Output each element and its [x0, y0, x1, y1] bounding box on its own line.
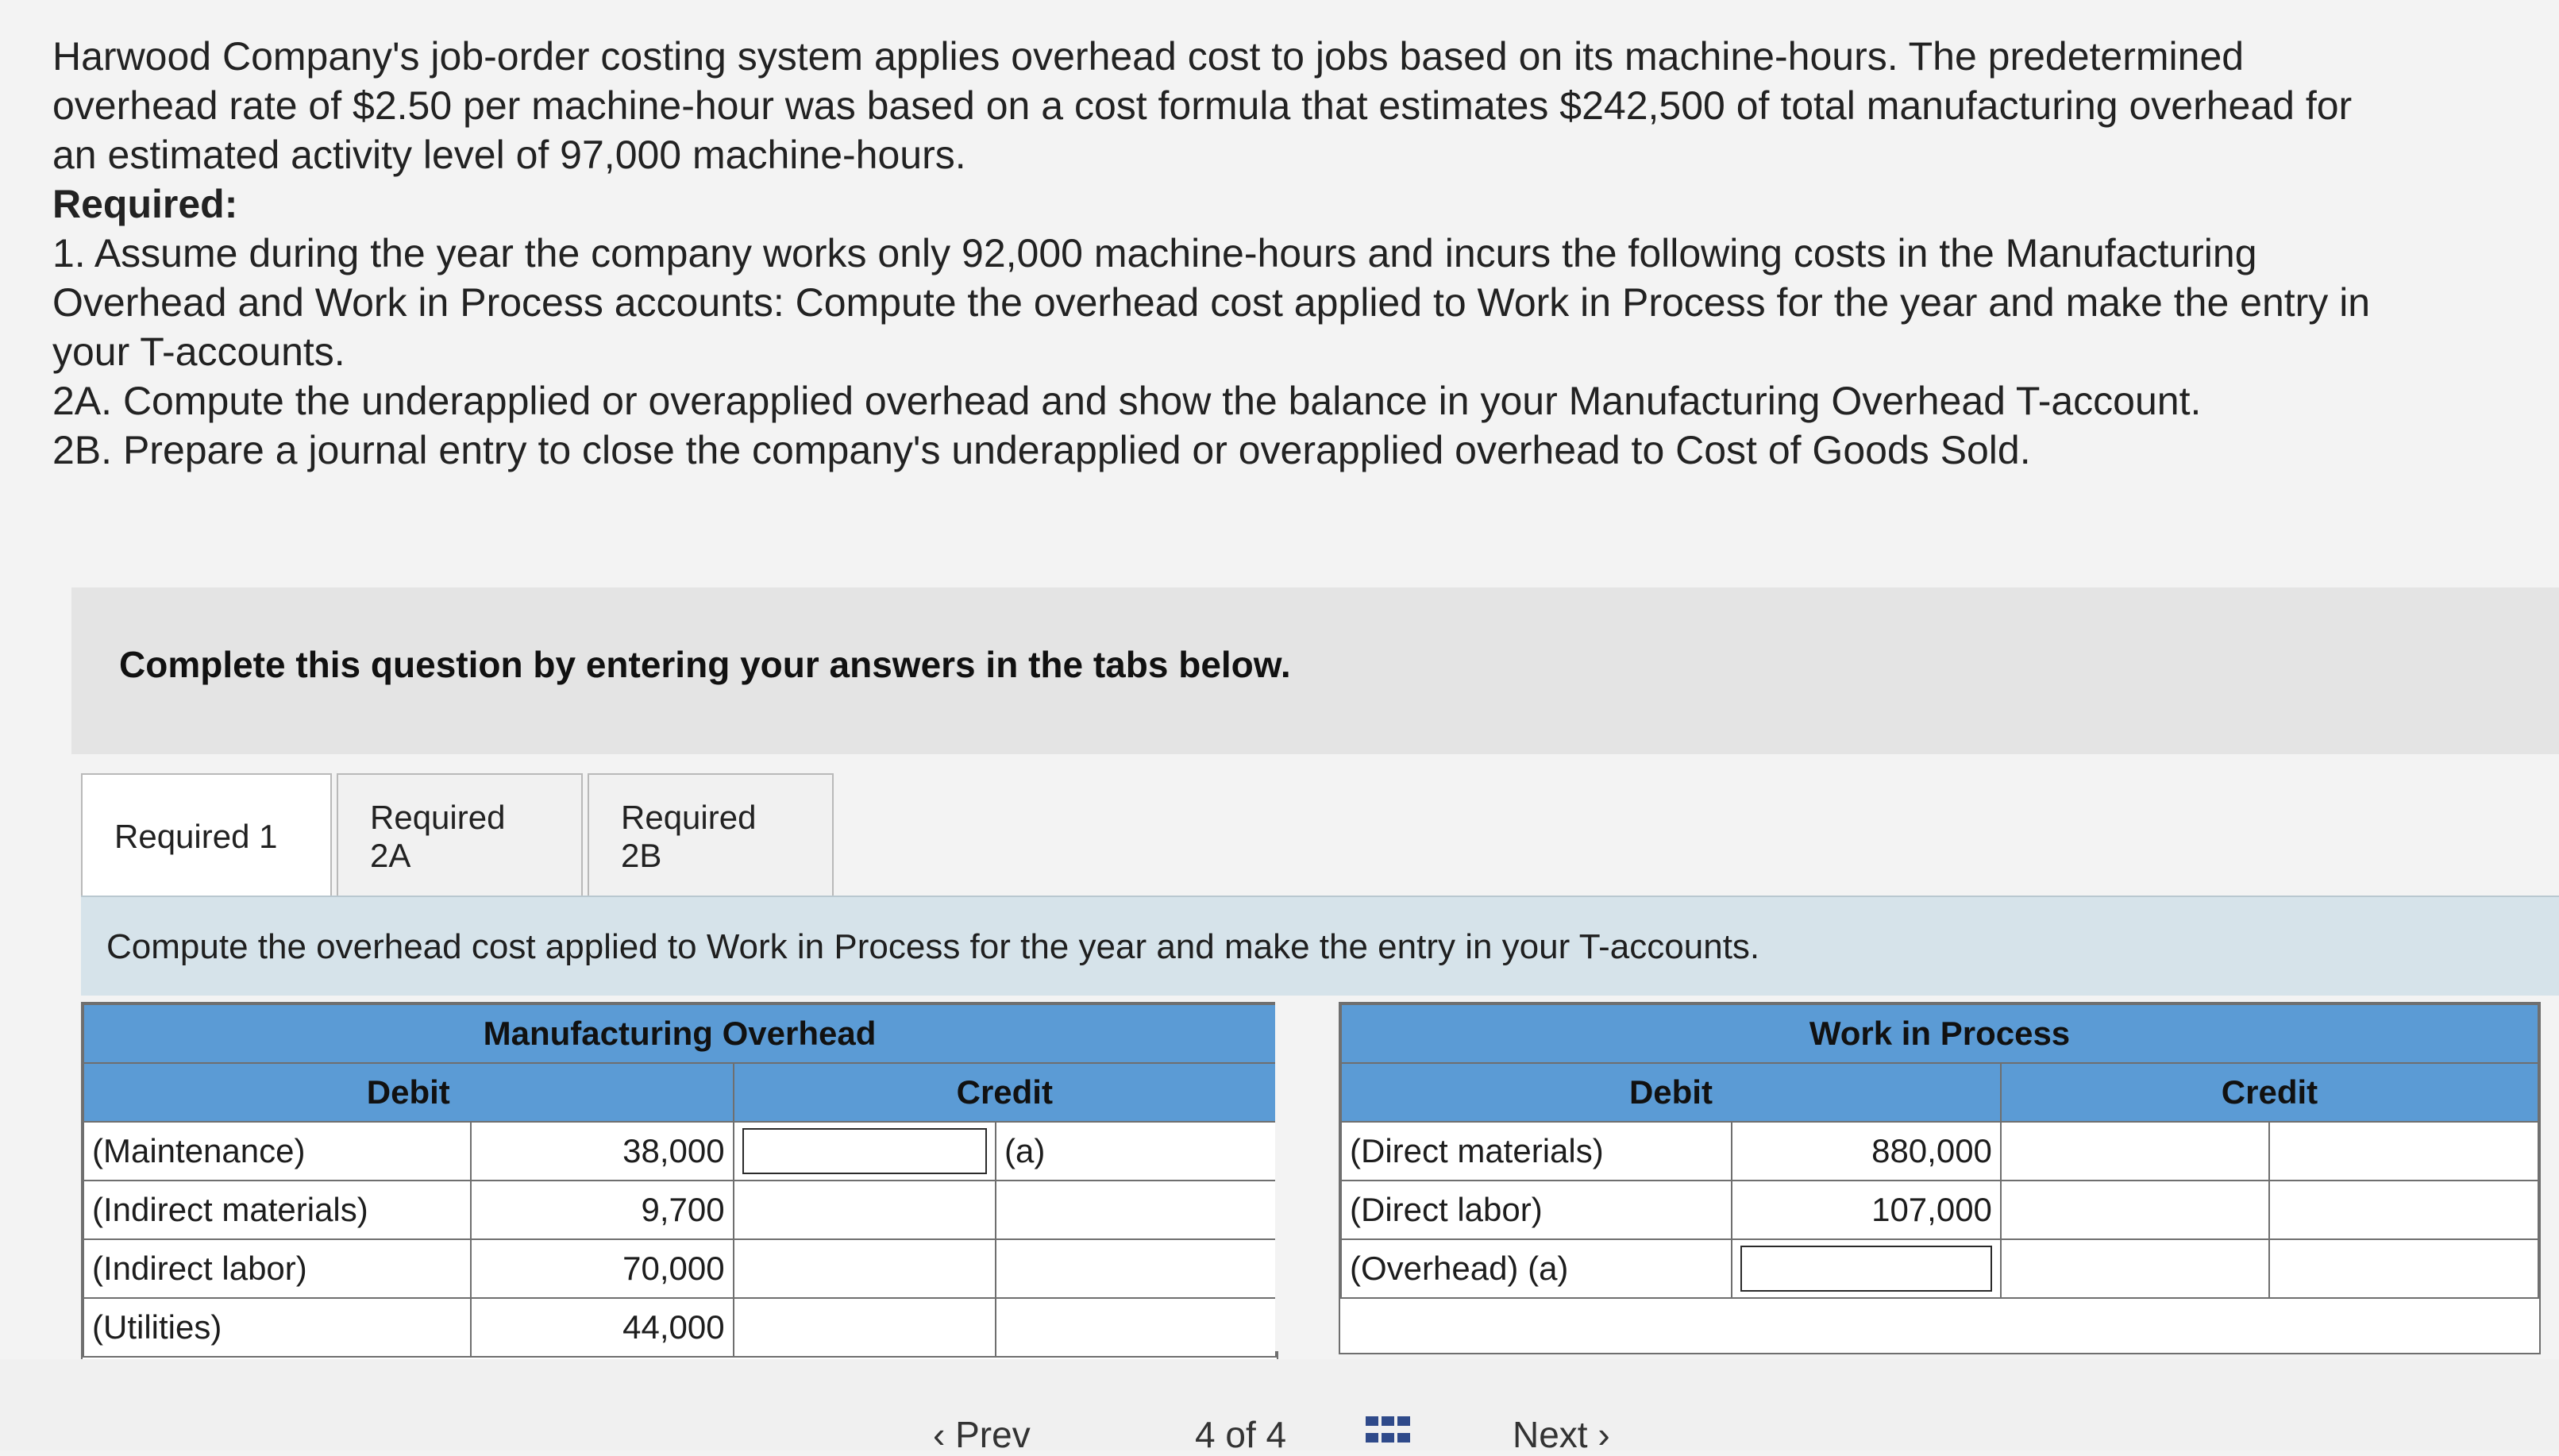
- credit-amount-cell: [734, 1298, 996, 1357]
- problem-statement: [52, 32, 2546, 475]
- credit-label: [996, 1239, 1276, 1298]
- instruction-panel: [71, 587, 2559, 754]
- debit-header: Debit: [1341, 1063, 2001, 1122]
- credit-label-cell: [2269, 1239, 2538, 1298]
- required-line: 2A. Compute the underapplied or overapplied overhead and show the balance in your Manufacturing Overhead T-account.: [52, 379, 2202, 423]
- instruction-text: Complete this question by entering your answers in the tabs below.: [119, 644, 1291, 685]
- required-line: 1. Assume during the year the company works only 92,000 machine-hours and incurs the following costs in the Manufacturing: [52, 231, 2257, 275]
- chevron-left-icon: ‹: [933, 1414, 956, 1455]
- credit-label: [996, 1181, 1276, 1239]
- required-line: your T-accounts.: [52, 329, 345, 374]
- credit-amount-cell: [2001, 1239, 2270, 1298]
- table-row: [83, 1298, 1276, 1357]
- next-button[interactable]: [1513, 1413, 1610, 1456]
- credit-label: [996, 1298, 1276, 1357]
- overhead-applied-input-cell[interactable]: [1732, 1239, 2001, 1298]
- t-account-title: Manufacturing Overhead: [83, 1004, 1276, 1063]
- debit-label: (Direct labor): [1341, 1181, 1732, 1239]
- table-row: [1341, 1239, 2538, 1298]
- next-label: Next: [1513, 1414, 1588, 1455]
- table-row: [1341, 1122, 2538, 1181]
- overhead-applied-input[interactable]: [1740, 1246, 1992, 1292]
- current-page: 4: [1195, 1414, 1216, 1455]
- required-title: Required:: [52, 182, 238, 226]
- debit-label: (Indirect labor): [83, 1239, 471, 1298]
- credit-amount-cell: [734, 1239, 996, 1298]
- problem-line: overhead rate of $2.50 per machine-hour was based on a cost formula that estimates $242,500 of total manufacturing overhead for: [52, 83, 2353, 128]
- debit-amount: 70,000: [471, 1239, 733, 1298]
- debit-amount: 107,000: [1732, 1181, 2001, 1239]
- required-line: 2B. Prepare a journal entry to close the company's underapplied or overapplied overhead to Cost of Goods Sold.: [52, 428, 2031, 472]
- debit-label: (Direct materials): [1341, 1122, 1732, 1181]
- credit-amount-cell: [2001, 1122, 2270, 1181]
- credit-amount-cell: [2001, 1181, 2270, 1239]
- debit-amount: 44,000: [471, 1298, 733, 1357]
- debit-label: (Maintenance): [83, 1122, 471, 1181]
- manufacturing-overhead-t-account: [81, 1002, 1278, 1402]
- debit-header: Debit: [83, 1063, 734, 1122]
- table-row: [83, 1181, 1276, 1239]
- table-row: [83, 1122, 1276, 1181]
- problem-line: Harwood Company's job-order costing system applies overhead cost to jobs based on its machine-hours. The predetermined: [52, 34, 2245, 79]
- prompt-text: Compute the overhead cost applied to Work in Process for the year and make the entry in your T-accounts.: [106, 927, 1760, 966]
- debit-amount: 38,000: [471, 1122, 733, 1181]
- total-pages: 4: [1266, 1414, 1287, 1455]
- tab-required-2b[interactable]: Required 2B: [588, 773, 834, 899]
- required-line: Overhead and Work in Process accounts: Compute the overhead cost applied to Work in Process for the year and make the entry in: [52, 280, 2371, 325]
- credit-label: (a): [996, 1122, 1276, 1181]
- debit-label: (Indirect materials): [83, 1181, 471, 1239]
- table-row: [1341, 1181, 2538, 1239]
- debit-amount: 9,700: [471, 1181, 733, 1239]
- grid-icon[interactable]: [1364, 1415, 1412, 1451]
- prev-label: Prev: [955, 1414, 1031, 1455]
- credit-header: Credit: [734, 1063, 1276, 1122]
- work-in-process-t-account: [1339, 1002, 2541, 1354]
- tab-bar: [81, 773, 834, 902]
- credit-amount-cell: [734, 1181, 996, 1239]
- debit-label: (Overhead) (a): [1341, 1239, 1732, 1298]
- t-account-divider: [1275, 1002, 1339, 1351]
- tab-required-2a[interactable]: Required 2A: [337, 773, 583, 899]
- credit-label-cell: [2269, 1122, 2538, 1181]
- question-prompt: [81, 896, 2559, 996]
- credit-label-cell: [2269, 1181, 2538, 1239]
- debit-amount: 880,000: [1732, 1122, 2001, 1181]
- debit-label: (Utilities): [83, 1298, 471, 1357]
- credit-header: Credit: [2001, 1063, 2538, 1122]
- credit-amount-input[interactable]: [742, 1128, 987, 1174]
- chevron-right-icon: ›: [1587, 1414, 1610, 1455]
- prev-button[interactable]: [933, 1413, 1031, 1456]
- page-of: of: [1225, 1414, 1256, 1455]
- t-account-title: Work in Process: [1341, 1004, 2538, 1063]
- problem-line: an estimated activity level of 97,000 machine-hours.: [52, 133, 966, 177]
- table-row: [83, 1239, 1276, 1298]
- tab-required-1[interactable]: Required 1: [81, 773, 332, 899]
- page-indicator: [1195, 1413, 1286, 1456]
- credit-amount-input-cell[interactable]: [734, 1122, 996, 1181]
